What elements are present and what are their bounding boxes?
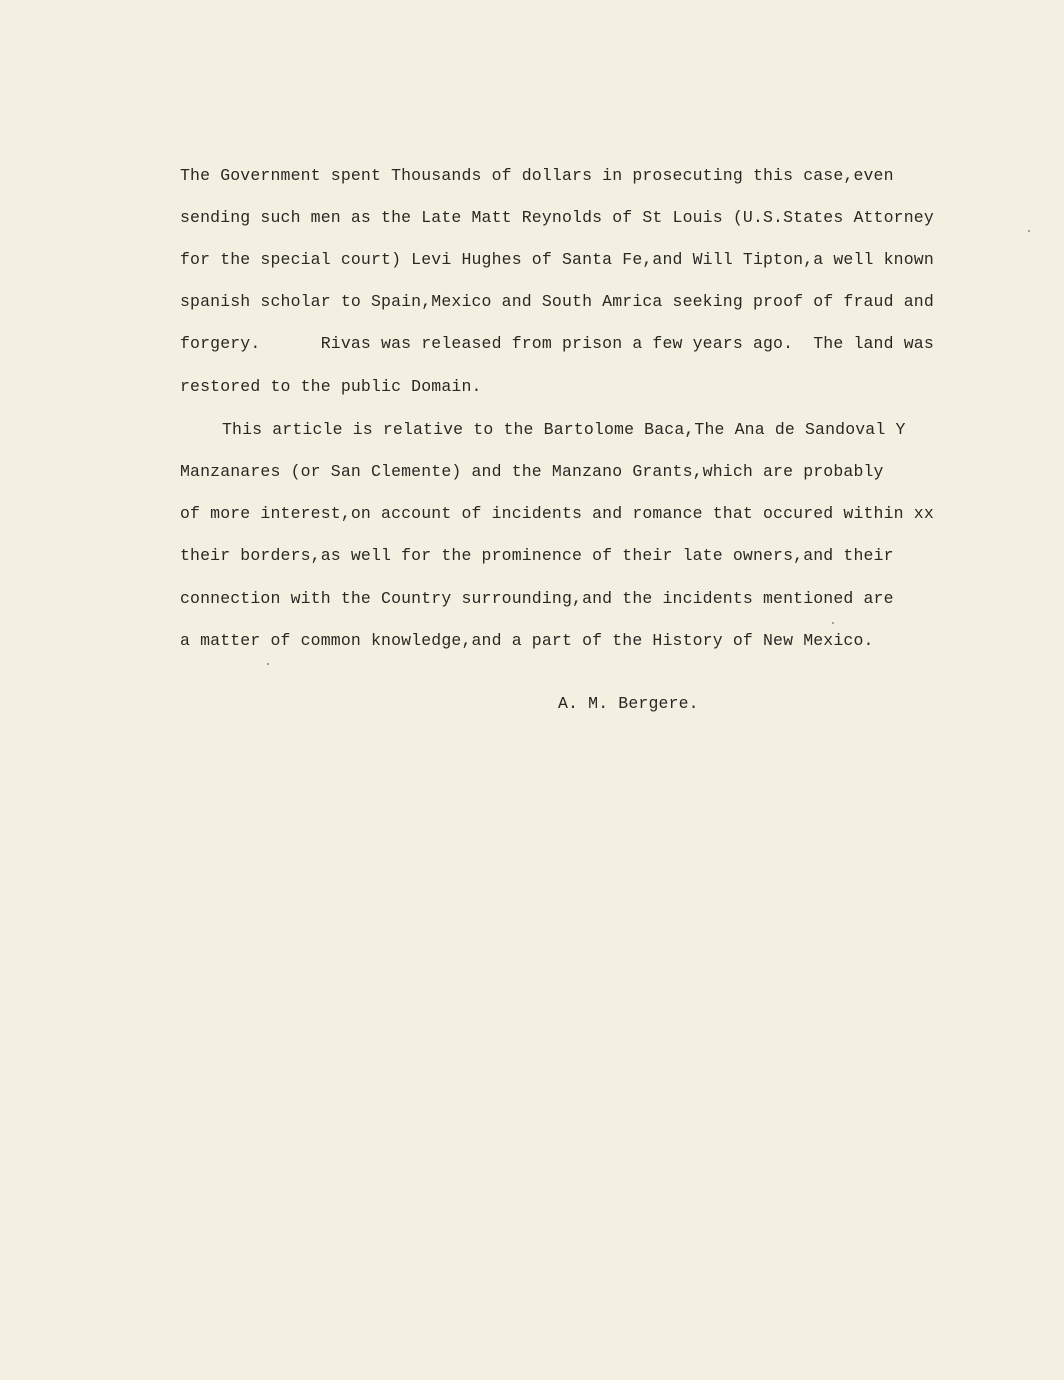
paragraph-1-line-5: forgery. Rivas was released from prison a few years ago. The land was [180, 334, 934, 353]
paragraph-2-line-3: of more interest,on account of incidents and romance that occured within xx [180, 504, 934, 523]
paragraph-2-line-1: This article is relative to the Bartolome Baca,The Ana de Sandoval Y [222, 420, 906, 439]
paper-speck [1028, 230, 1030, 232]
paragraph-1-line-6: restored to the public Domain. [180, 377, 482, 396]
paragraph-1-line-4: spanish scholar to Spain,Mexico and South Amrica seeking proof of fraud and [180, 292, 934, 311]
paragraph-2-line-6: a matter of common knowledge,and a part of the History of New Mexico. [180, 631, 874, 650]
paragraph-2-line-2: Manzanares (or San Clemente) and the Manzano Grants,which are probably [180, 462, 884, 481]
signature: A. M. Bergere. [558, 694, 699, 713]
paragraph-1-line-3: for the special court) Levi Hughes of Santa Fe,and Will Tipton,a well known [180, 250, 934, 269]
paper-speck [832, 622, 834, 624]
paper-speck [267, 663, 269, 665]
paragraph-1-line-1: The Government spent Thousands of dollars in prosecuting this case,even [180, 166, 894, 185]
paragraph-2-line-5: connection with the Country surrounding,and the incidents mentioned are [180, 589, 894, 608]
paragraph-2-line-4: their borders,as well for the prominence of their late owners,and their [180, 546, 894, 565]
paragraph-1-line-2: sending such men as the Late Matt Reynolds of St Louis (U.S.States Attorney [180, 208, 934, 227]
